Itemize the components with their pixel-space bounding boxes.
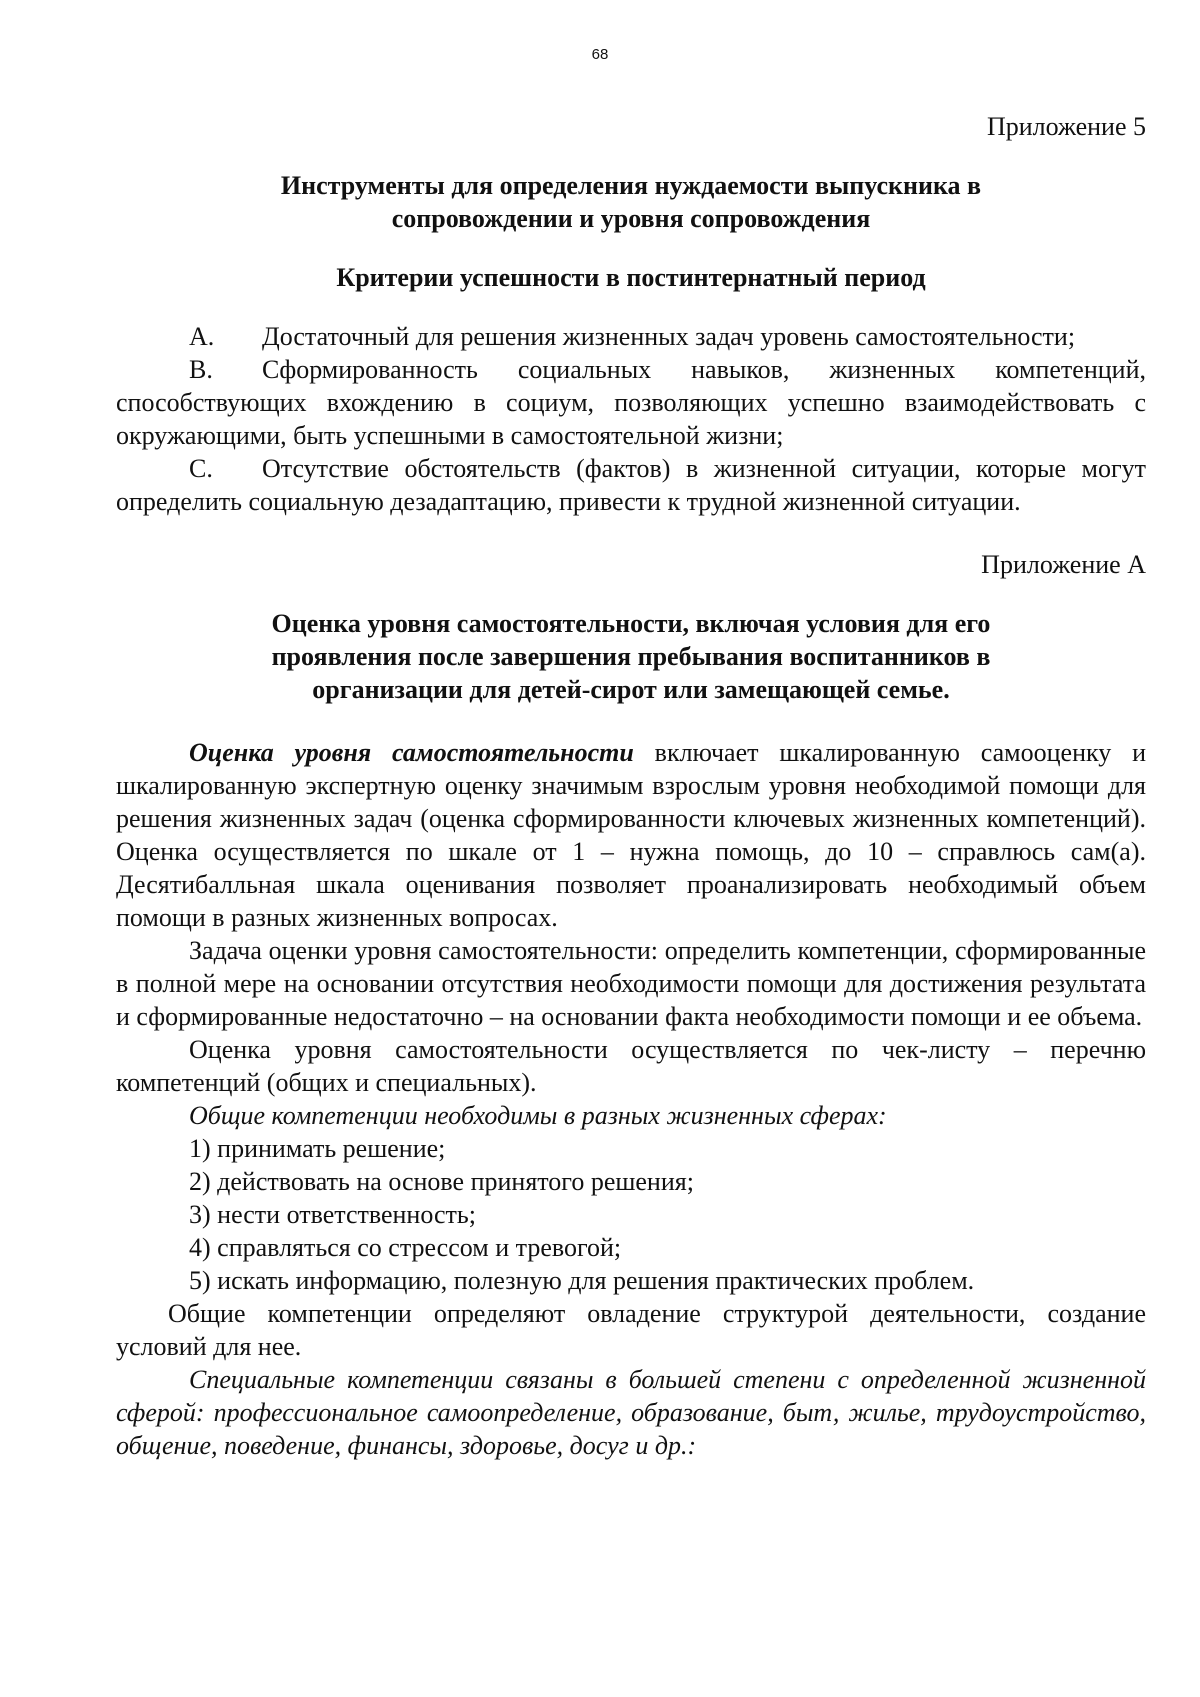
paragraph-checklist: Оценка уровня самостоятельности осуществляется по чек-листу – перечню компетенций (общих и специальных). bbox=[116, 1035, 1146, 1097]
assessment-heading-line-1: Оценка уровня самостоятельности, включая условия для его bbox=[271, 609, 991, 638]
page-number: 68 bbox=[591, 46, 609, 63]
general-list-item-3: 3) нести ответственность; bbox=[189, 1200, 476, 1229]
assessment-heading-line-3: организации для детей-сирот или замещающей семье. bbox=[312, 675, 950, 704]
assessment-heading-line-2: проявления после завершения пребывания воспитанников в bbox=[271, 642, 991, 671]
appendix-5-label: Приложение 5 bbox=[986, 112, 1146, 141]
title-line-1: Инструменты для определения нуждаемости выпускника в bbox=[280, 171, 982, 200]
criterion-a-text: Достаточный для решения жизненных задач уровень самостоятельности; bbox=[262, 322, 1076, 351]
general-list-item-1: 1) принимать решение; bbox=[189, 1134, 446, 1163]
criteria-heading: Критерии успешности в постинтернатный период bbox=[336, 263, 926, 292]
general-competencies-intro: Общие компетенции необходимы в разных жизненных сферах: bbox=[189, 1101, 887, 1130]
appendix-a-label: Приложение А bbox=[981, 550, 1146, 579]
general-list-item-4: 4) справляться со стрессом и тревогой; bbox=[189, 1233, 622, 1262]
title-line-2: сопровождении и уровня сопровождения bbox=[391, 204, 871, 233]
paragraph-assessment bbox=[116, 736, 1146, 934]
paragraph-special-competencies: Специальные компетенции связаны в большей степени с определенной жизненной сферой: профессиональное самоопределение, образование, быт, жилье, трудоустройство, общение, поведение, финансы, здоровье, досуг и др.: bbox=[116, 1365, 1146, 1460]
criterion-a-letter: A. bbox=[189, 322, 215, 351]
paragraph-task: Задача оценки уровня самостоятельности: определить компетенции, сформированные в полной мере на основании отсутствия необходимости помощи для достижения результата и сформированные недостаточно – на основании факта необходимости помощи и ее объема. bbox=[116, 936, 1146, 1031]
criterion-b-text: Сформированность социальных навыков, жизненных компетенций, способствующих вхождению в социум, позволяющих успешно взаимодействовать с окружающими, быть успешными в самостоятельной жизни; bbox=[116, 355, 1146, 450]
document-body bbox=[116, 110, 1146, 1462]
criterion-c-text: Отсутствие обстоятельств (фактов) в жизненной ситуации, которые могут определить социальную дезадаптацию, привести к трудной жизненной ситуации. bbox=[116, 454, 1146, 516]
paragraph-general-competencies: Общие компетенции определяют овладение структурой деятельности, создание условий для нее. bbox=[116, 1299, 1146, 1361]
general-list-item-2: 2) действовать на основе принятого решения; bbox=[189, 1167, 694, 1196]
criterion-c bbox=[116, 452, 1146, 518]
criterion-c-letter: C. bbox=[189, 454, 213, 483]
general-list-item-5: 5) искать информацию, полезную для решения практических проблем. bbox=[189, 1266, 975, 1295]
paragraph-assessment-lead: Оценка уровня самостоятельности bbox=[189, 738, 634, 767]
criterion-b-letter: B. bbox=[189, 355, 213, 384]
criterion-b bbox=[116, 353, 1146, 452]
criterion-a bbox=[116, 320, 1146, 353]
paragraph-assessment-rest: включает шкалированную самооценку и шкалированную экспертную оценку значимым взрослым уровня необходимой помощи для решения жизненных задач (оценка сформированности ключевых жизненных компетенций). Оценка осуществляется по шкале от 1 – нужна помощь, до 10 – справлюсь сам(а). Десятибалльная шкала оценивания позволяет проанализировать необходимый объем помощи в разных жизненных вопросах. bbox=[116, 738, 1146, 932]
